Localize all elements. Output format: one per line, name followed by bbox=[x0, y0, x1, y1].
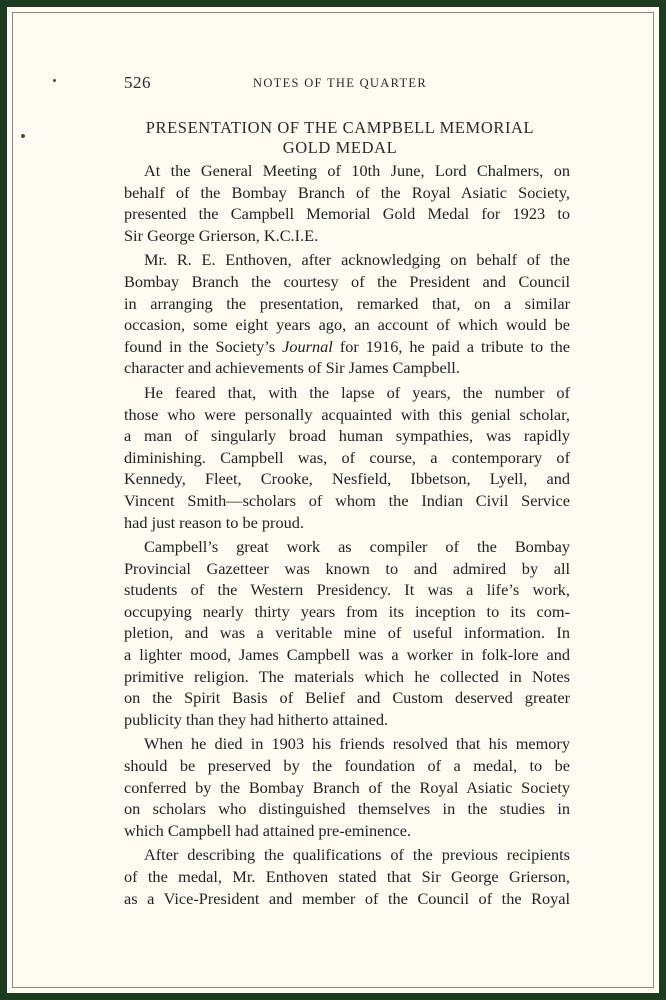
page-header bbox=[7, 69, 666, 95]
text-line: a man of singularly broad human sympathies, was rapidly bbox=[124, 426, 570, 446]
article-body bbox=[124, 160, 570, 909]
text-line: should be preserved by the foundation of a medal, to be bbox=[124, 756, 570, 776]
text-line: At the General Meeting of 10th June, Lord Chalmers, on bbox=[144, 161, 570, 180]
text-line: occasion, some eight years ago, an account of which would be bbox=[124, 315, 570, 335]
text-line: as a Vice-President and member of the Council of the Royal bbox=[124, 888, 570, 908]
paragraph bbox=[124, 160, 570, 246]
paragraph bbox=[124, 382, 570, 533]
page-number: 526 bbox=[124, 73, 151, 92]
journal-title: Journal bbox=[282, 336, 333, 356]
text-line: on the Spirit Basis of Belief and Custom deserved greater bbox=[124, 688, 570, 708]
text-line: occupying nearly thirty years from its inception to its com- bbox=[124, 601, 570, 621]
article-title bbox=[7, 118, 666, 158]
text-line: He feared that, with the lapse of years, the number of bbox=[144, 382, 570, 402]
text-line: diminishing. Campbell was, of course, a contemporary of bbox=[124, 447, 570, 467]
text-line: on scholars who distinguished themselves in the studies in bbox=[124, 799, 570, 819]
paragraph bbox=[124, 844, 570, 909]
text-line: After describing the qualifications of the previous recipients bbox=[144, 845, 570, 865]
text-line: primitive religion. The materials which he collected in Notes bbox=[124, 666, 570, 686]
text-line: Sir George Grierson, K.C.I.E. bbox=[124, 225, 319, 245]
text-line: behalf of the Bombay Branch of the Royal Asiatic Society, bbox=[124, 182, 570, 202]
text-line: which Campbell had attained pre-eminence. bbox=[124, 820, 412, 840]
text-line: in arranging the presentation, remarked that, on a similar bbox=[124, 293, 570, 313]
text-line: character and achievements of Sir James Campbell. bbox=[124, 358, 460, 378]
title-line: PRESENTATION OF THE CAMPBELL MEMORIAL bbox=[145, 118, 535, 137]
text-line: publicity than they had hitherto attained. bbox=[124, 709, 389, 729]
text-line: found in the Society’s Journal for 1916, he paid a tribute to the bbox=[124, 336, 570, 356]
text-line: presented the Campbell Memorial Gold Medal for 1923 to bbox=[124, 204, 570, 224]
paragraph bbox=[124, 733, 570, 841]
running-head: NOTES OF THE QUARTER bbox=[253, 76, 427, 90]
text-line: Mr. R. E. Enthoven, after acknowledging on behalf of the bbox=[144, 250, 570, 270]
text-line: a lighter mood, James Campbell was a worker in folk-lore and bbox=[124, 645, 570, 665]
text-line: pletion, and was a veritable mine of useful information. In bbox=[124, 623, 570, 643]
text-line: Provincial Gazetteer was known to and admired by all bbox=[124, 558, 570, 578]
paragraph bbox=[124, 536, 570, 730]
text-line: Campbell’s great work as compiler of the Bombay bbox=[144, 537, 570, 557]
text-line: conferred by the Bombay Branch of the Royal Asiatic Society bbox=[124, 777, 570, 797]
paragraph bbox=[124, 249, 570, 379]
text-line: Kennedy, Fleet, Crooke, Nesfield, Ibbetson, Lyell, and bbox=[124, 469, 570, 489]
text-line: Vincent Smith—scholars of whom the Indian Civil Service bbox=[124, 490, 570, 510]
text-line: students of the Western Presidency. It was a life’s work, bbox=[124, 580, 570, 600]
text-line: When he died in 1903 his friends resolved that his memory bbox=[144, 734, 570, 754]
text-line: Bombay Branch the courtesy of the President and Council bbox=[124, 271, 570, 291]
text-line: of the medal, Mr. Enthoven stated that Sir George Grierson, bbox=[124, 867, 570, 886]
text-line: had just reason to be proud. bbox=[124, 512, 304, 532]
title-line: GOLD MEDAL bbox=[282, 138, 398, 157]
text-line: those who were personally acquainted with this genial scholar, bbox=[124, 404, 570, 424]
